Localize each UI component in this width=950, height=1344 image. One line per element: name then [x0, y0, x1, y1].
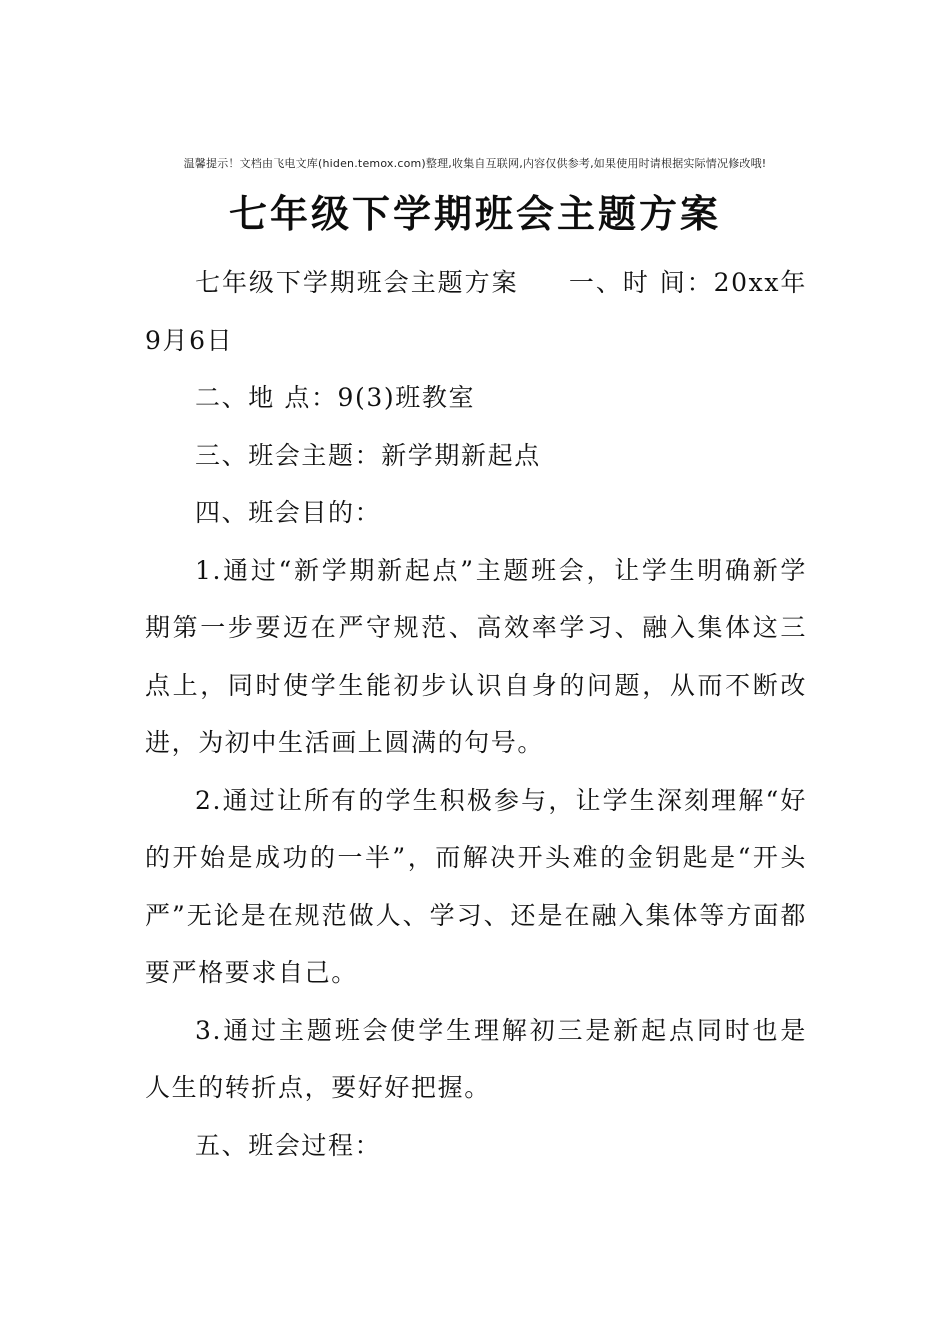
paragraph-location: 二、地 点：9(3)班教室	[195, 383, 476, 412]
paragraph-process-heading: 五、班会过程：	[195, 1130, 382, 1160]
paragraph-purpose-3: 3.通过主题班会使学生理解初三是新起点同时也是人生的转折点，要好好把握。	[145, 1015, 807, 1102]
header-notice: 温馨提示！文档由飞电文库(hiden.temox.com)整理,收集自互联网,内容仅供参考,如果使用时请根据实际情况修改哦!	[183, 157, 767, 170]
document-title: 七年级下学期班会主题方案	[228, 192, 721, 236]
paragraph-theme: 三、班会主题：新学期新起点	[195, 440, 541, 470]
paragraph-text: 一、时 间：20xx年9月6日	[145, 268, 807, 355]
paragraph-purpose-heading: 四、班会目的：	[195, 498, 382, 527]
document-body	[145, 254, 807, 1174]
paragraph-purpose-1: 1.通过“新学期新起点”主题班会，让学生明确新学期第一步要迈在严守规范、高效率学习、融入集体这三点上，同时使学生能初步认识自身的问题，从而不断改进，为初中生活画上圆满的句号。	[145, 555, 807, 757]
paragraph-purpose-2: 2.通过让所有的学生积极参与，让学生深刻理解“好的开始是成功的一半”，而解决开头难的金钥匙是“开头严”无论是在规范做人、学习、还是在融入集体等方面都要严格要求自己。	[145, 785, 807, 987]
paragraph-time	[145, 254, 807, 369]
paragraph-lead: 七年级下学期班会主题方案	[195, 268, 519, 297]
